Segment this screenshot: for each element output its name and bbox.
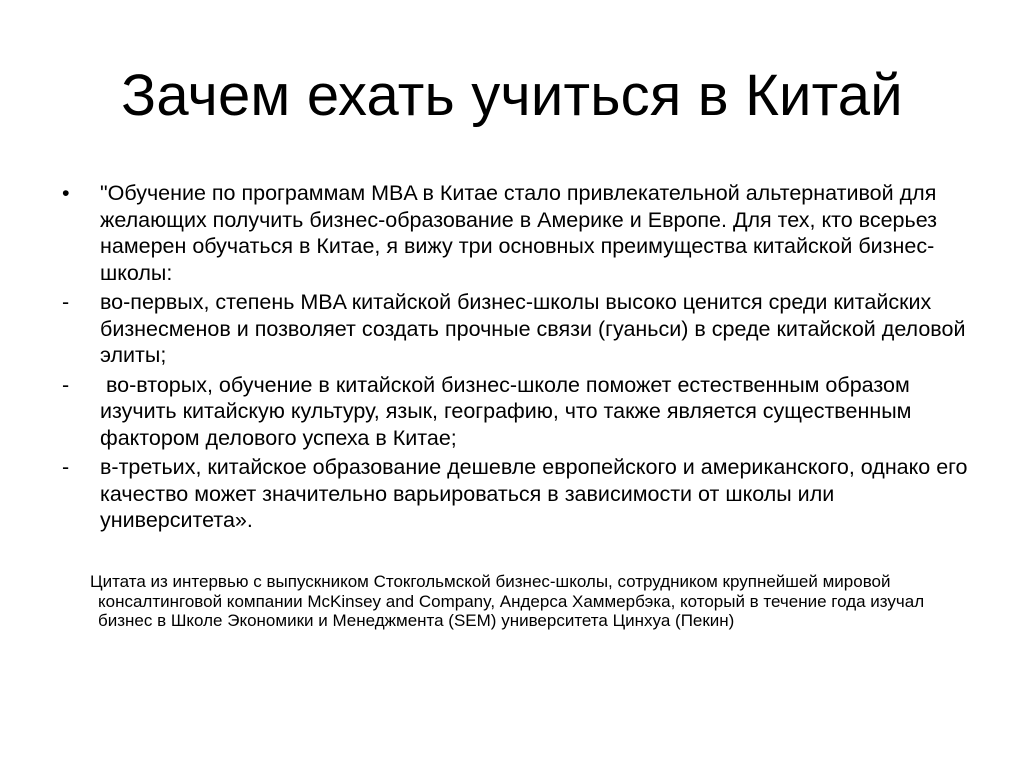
list-item xyxy=(56,289,976,369)
dash-marker: - xyxy=(62,455,70,479)
dash-marker: - xyxy=(62,372,70,397)
slide-title: Зачем ехать учиться в Китай xyxy=(121,63,903,128)
dash-marker: - xyxy=(62,290,70,314)
quote-attribution: Цитата из интервью с выпускником Стокгольмской бизнес-школы, сотрудником крупнейшей мировой консалтинговой компании McKinsey and Company, Андерса Хаммербэка, который в течение года изучал бизнес в Школе Экономики и Менеджмента (SEM) университета Цинхуа (Пекин) xyxy=(90,572,925,630)
list-item-text: во-вторых, обучение в китайской бизнес-школе поможет естественным образом изучить китайскую культуру, язык, географию, что также является существенным фактором делового успеха в Китае; xyxy=(100,372,918,450)
list-item xyxy=(56,454,976,534)
list-item xyxy=(56,180,976,286)
list-item xyxy=(56,372,976,452)
list-item-text: во-первых, степень MBA китайской бизнес-школы высоко ценится среди китайских бизнесменов и позволяет создать прочные связи (гуаньси) в среде китайской деловой элиты; xyxy=(100,290,966,367)
list-item-text: в-третьих, китайское образование дешевле европейского и американского, однако его качество может значительно варьироваться в зависимости от школы или университета». xyxy=(100,455,968,532)
bullet-marker: • xyxy=(62,181,70,205)
list-item-text: "Обучение по программам MBA в Китае стало привлекательной альтернативой для желающих получить бизнес-образование в Америке и Европе. Для тех, кто всерьез намерен обучаться в Китае, я вижу три основных преимущества китайской бизнес-школы: xyxy=(100,181,938,285)
bullet-list xyxy=(56,180,976,537)
